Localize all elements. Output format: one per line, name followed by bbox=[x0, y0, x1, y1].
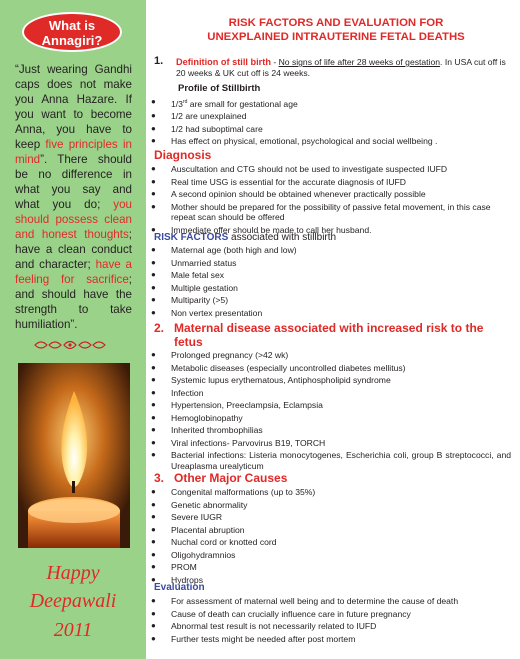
maternal-disease-list bbox=[149, 350, 511, 473]
quote-highlight: five principles in mind bbox=[15, 138, 132, 166]
section-2-heading: Maternal disease associated with increased risk to the fetus bbox=[174, 321, 484, 349]
list-item: ● Infection bbox=[149, 388, 511, 399]
evaluation-heading: Evaluation bbox=[154, 582, 205, 593]
list-item: ● Mother should be prepared for the possibility of passive fetal movement, in this case repeat scan should be offered bbox=[149, 202, 511, 223]
list-item: ● For assessment of maternal well being and to determine the cause of death bbox=[149, 596, 509, 607]
list-item: ● Abnormal test result is not necessarily related to IUFD bbox=[149, 621, 509, 632]
list-item: ● Unmarried status bbox=[149, 258, 509, 269]
section-3-number: 3. bbox=[154, 471, 165, 485]
list-item: ● Immediate offer should be made to call her husband. bbox=[149, 225, 511, 236]
badge-line2: Annagiri? bbox=[41, 33, 103, 48]
risk-factors-list bbox=[149, 245, 509, 320]
list-item: ● Inherited thrombophilias bbox=[149, 425, 511, 436]
major-causes-list bbox=[149, 487, 509, 587]
list-item: ● Multiparity (>5) bbox=[149, 295, 509, 306]
candle-flame-image bbox=[18, 363, 130, 548]
list-item: ● Multiple gestation bbox=[149, 283, 509, 294]
profile-list bbox=[149, 97, 509, 149]
anna-quote bbox=[15, 62, 132, 332]
section-2-number: 2. bbox=[154, 321, 165, 335]
list-item: ● Hydrops bbox=[149, 575, 509, 586]
diagnosis-heading: Diagnosis bbox=[154, 148, 212, 162]
page-title bbox=[186, 16, 486, 44]
title-line2: UNEXPLAINED INTRAUTERINE FETAL DEATHS bbox=[207, 31, 465, 43]
list-item: ● Real time USG is essential for the accurate diagnosis of IUFD bbox=[149, 177, 511, 188]
quote-part: “Just wearing Gandhi caps does not make you Anna Hazare. If you want to become Anna, you have to keep bbox=[15, 63, 132, 151]
list-item: ● Cause of death can crucially influence care in future pregnancy bbox=[149, 609, 509, 620]
profile-heading: Profile of Stillbirth bbox=[178, 83, 261, 94]
greeting-deepawali: Deepawali bbox=[29, 590, 117, 612]
quote-part: ; and should have the strength to take humiliation”. bbox=[15, 273, 132, 331]
definition-cutoff: No signs of life after 28 weeks of gestation bbox=[278, 57, 441, 67]
list-item: ● Prolonged pregnancy (>42 wk) bbox=[149, 350, 511, 361]
list-item: ● PROM bbox=[149, 562, 509, 573]
list-item: ● Has effect on physical, emotional, psychological and social wellbeing . bbox=[149, 136, 509, 147]
section-1-definition bbox=[176, 57, 506, 78]
definition-rest: . In USA cut off is 20 weeks & UK cut off is 24 weeks. bbox=[176, 57, 506, 78]
quote-highlight: have a feeling for sacrifice bbox=[15, 258, 133, 286]
list-item: ● Male fetal sex bbox=[149, 270, 509, 281]
definition-dash: - bbox=[270, 57, 279, 67]
list-item: ● 1/2 are unexplained bbox=[149, 111, 509, 122]
title-line1: RISK FACTORS AND EVALUATION FOR bbox=[228, 17, 444, 29]
section-3-heading: Other Major Causes bbox=[174, 471, 288, 485]
list-item: ● Systemic lupus erythematous, Antiphospholipid syndrome bbox=[149, 375, 511, 386]
quote-part: ”. There should be no difference in what you say and what you do; bbox=[15, 153, 132, 211]
greeting-year: 2011 bbox=[53, 619, 93, 641]
list-item: ● Metabolic diseases (especially uncontrolled diabetes mellitus) bbox=[149, 363, 511, 374]
quote-part: ; have a clean conduct and character; bbox=[15, 228, 132, 271]
diagnosis-list bbox=[149, 164, 511, 237]
list-item: ● Severe IUGR bbox=[149, 512, 509, 523]
list-item: ● A second opinion should be obtained whenever practically possible bbox=[149, 189, 511, 200]
list-item: ● Nuchal cord or knotted cord bbox=[149, 537, 509, 548]
list-item: ● Hemoglobinopathy bbox=[149, 413, 511, 424]
evaluation-list bbox=[149, 596, 509, 646]
list-item: ● 1/3rd are small for gestational age bbox=[149, 97, 509, 109]
main-content bbox=[146, 0, 520, 659]
list-item: ● Viral infections- Parvovirus B19, TORCH bbox=[149, 438, 511, 449]
list-item: ● Congenital malformations (up to 35%) bbox=[149, 487, 509, 498]
risk-factors-title: RISK FACTORS bbox=[154, 232, 229, 243]
list-item: ● Maternal age (both high and low) bbox=[149, 245, 509, 256]
list-item: ● Further tests might be needed after post mortem bbox=[149, 634, 509, 645]
section-1-number: 1. bbox=[154, 55, 164, 67]
risk-factors-heading bbox=[154, 232, 336, 243]
ornamental-divider-icon bbox=[31, 338, 109, 352]
quote-highlight: you should possess clean and honest thoughts bbox=[15, 198, 132, 241]
risk-factors-suffix: associated with stillbirth bbox=[228, 232, 337, 243]
list-item: ● Non vertex presentation bbox=[149, 308, 509, 319]
list-item: ● Bacterial infections: Listeria monocytogenes, Escherichia coli, group B streptococci, and Ureaplasma urealyticum bbox=[149, 450, 511, 471]
list-item: ● Placental abruption bbox=[149, 525, 509, 536]
definition-heading: Definition of still birth bbox=[176, 57, 271, 67]
badge-line1: What is bbox=[48, 18, 96, 33]
list-item: ● Oligohydramnios bbox=[149, 550, 509, 561]
list-item: ● Auscultation and CTG should not be used to investigate suspected IUFD bbox=[149, 164, 511, 175]
greeting-happy: Happy bbox=[46, 562, 100, 584]
list-item: ● Genetic abnormality bbox=[149, 500, 509, 511]
list-item: ● Hypertension, Preeclampsia, Eclampsia bbox=[149, 400, 511, 411]
what-is-annagiri-badge bbox=[22, 12, 122, 52]
list-item: ● 1/2 had suboptimal care bbox=[149, 124, 509, 135]
sidebar bbox=[0, 0, 146, 659]
